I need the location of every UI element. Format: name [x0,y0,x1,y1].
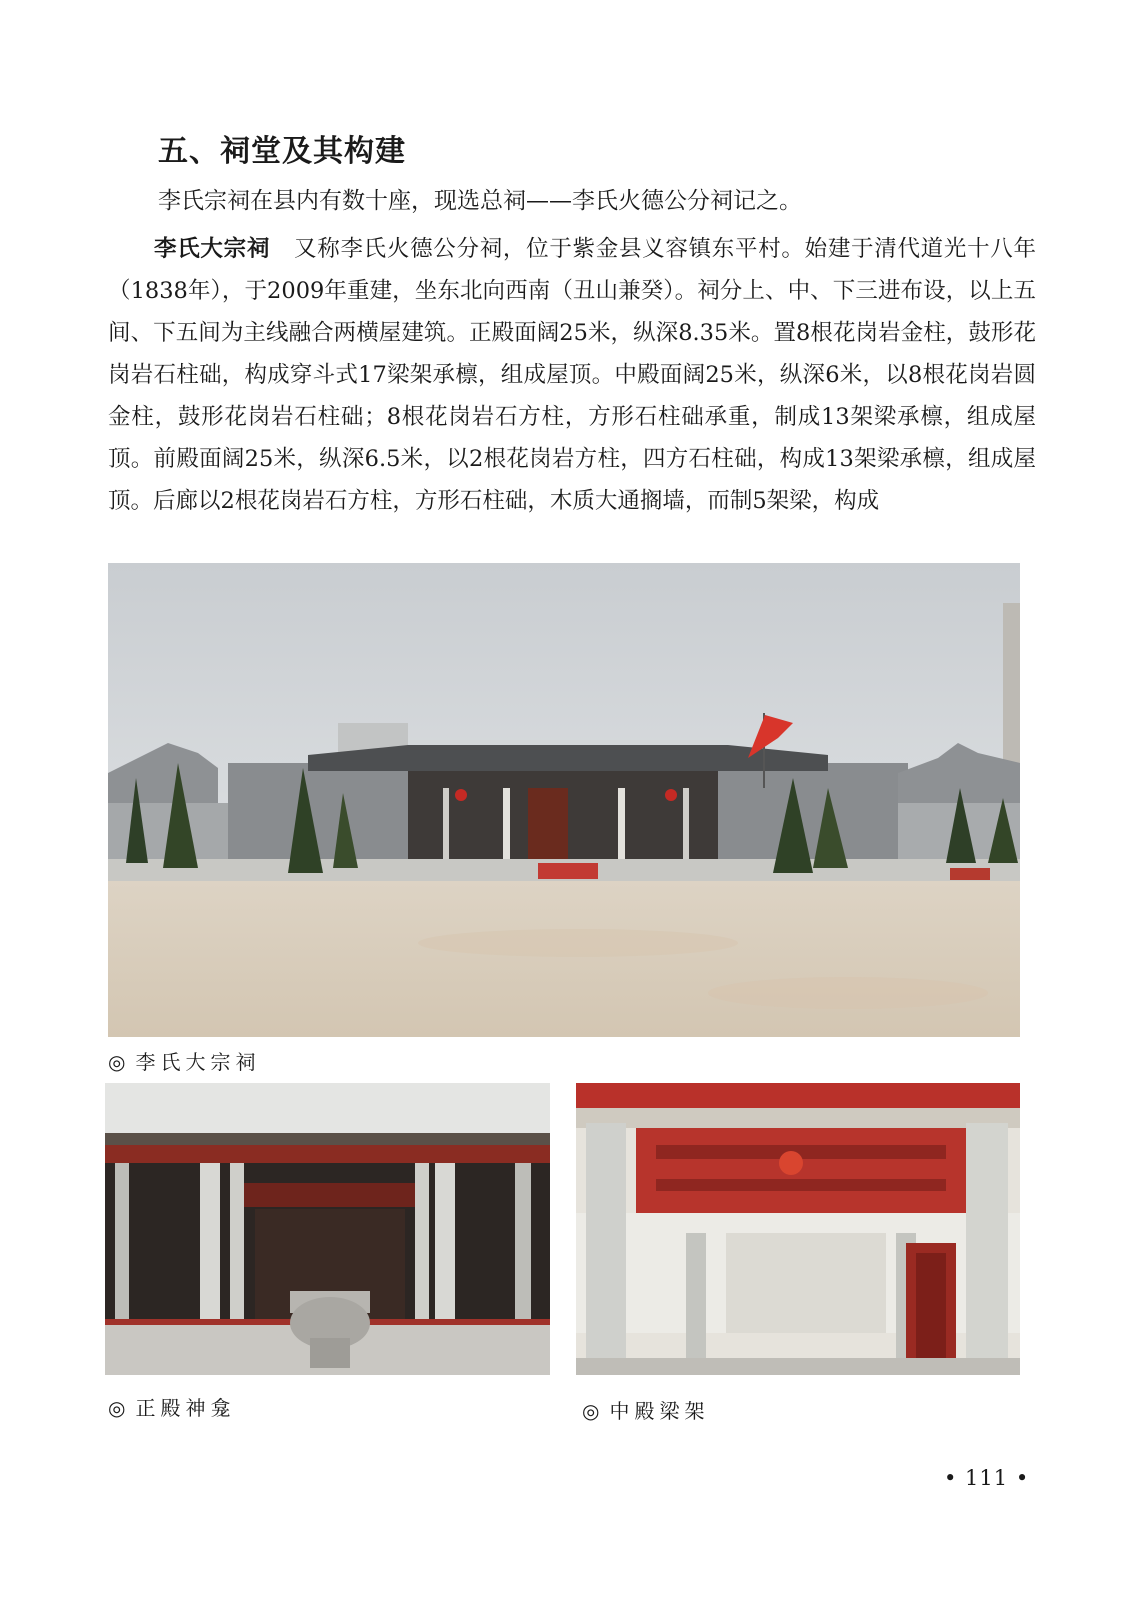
right-caption-text: 中殿梁架 [609,1399,710,1423]
main-photo-caption [108,1046,260,1075]
left-photo-caption [108,1392,235,1421]
ancestral-hall-photo [108,563,1020,1037]
caption-bullet-icon: ◎ [108,1396,126,1420]
caption-bullet-icon: ◎ [108,1050,126,1074]
main-caption-text: 李氏大宗祠 [135,1050,261,1074]
intro-paragraph: 李氏宗祠在县内有数十座，现选总祠——李氏火德公分祠记之。 [158,188,802,214]
left-photo [105,1083,550,1375]
entry-name: 李氏大宗祠 [154,236,271,262]
main-hall-shrine-photo [105,1083,550,1375]
right-photo-caption [582,1395,709,1424]
entry-paragraph [108,228,1036,522]
right-photo [576,1083,1020,1375]
left-caption-text: 正殿神龛 [135,1396,236,1420]
middle-hall-beams-photo [576,1083,1020,1375]
section-title: 五、祠堂及其构建 [158,134,406,169]
entry-text: 又称李氏火德公分祠，位于紫金县义容镇东平村。始建于清代道光十八年（1838年），于2009年重建，坐东北向西南（丑山兼癸）。祠分上、中、下三进布设，以上五间、下五间为主线融合两横屋建筑。正殿面阔25米，纵深8.35米。置8根花岗岩金柱，鼓形花岗岩石柱础，构成穿斗式17梁架承檩，组成屋顶。中殿面阔25米，纵深6米，以8根花岗岩圆金柱，鼓形花岗岩石柱础；8根花岗岩石方柱，方形石柱础承重，制成13架梁承檩，组成屋顶。前殿面阔25米，纵深6.5米，以2根花岗岩方柱，四方石柱础，构成13架梁承檩，组成屋顶。后廊以2根花岗岩石方柱，方形石柱础，木质大通搁墙，而制5架梁，构成 [108,236,1036,514]
caption-bullet-icon: ◎ [582,1399,600,1423]
main-photo [108,563,1020,1037]
page-number: • 111 • [944,1466,1030,1490]
